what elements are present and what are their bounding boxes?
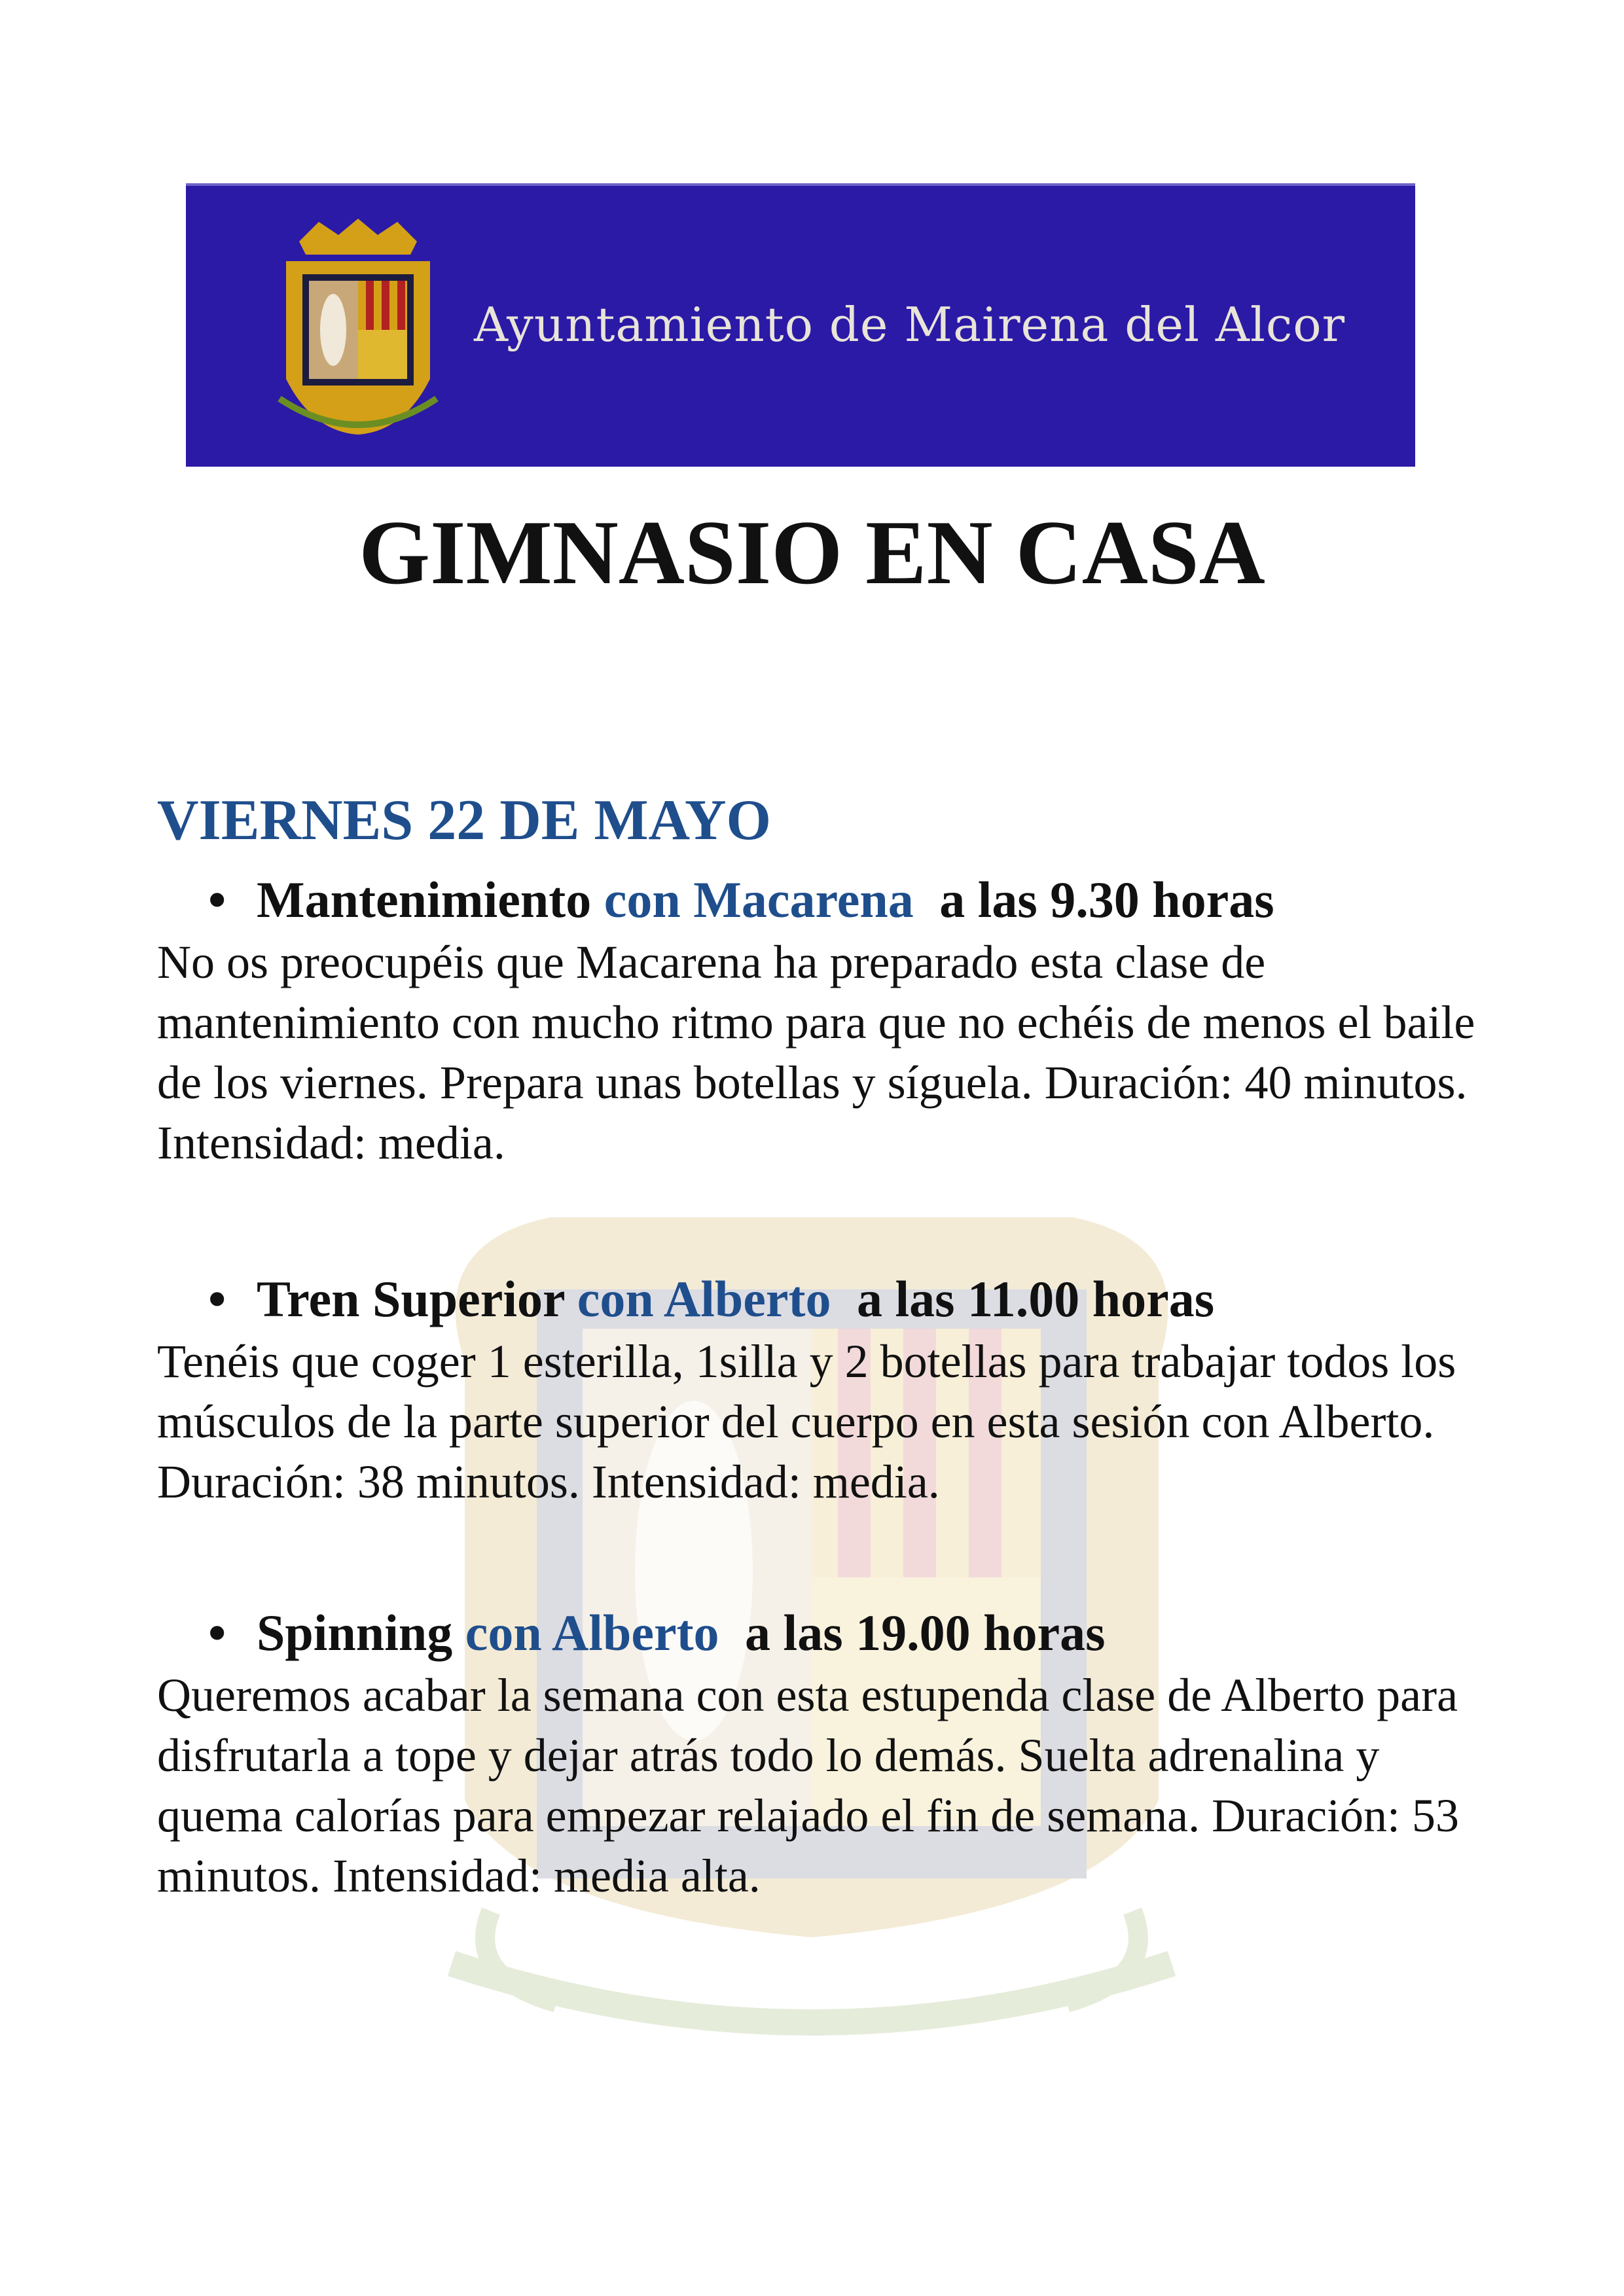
session-title: [157, 872, 1499, 928]
session-description: Queremos acabar la semana con esta estupenda clase de Alberto para disfrutarla a tope y dejar atrás todo lo demás. Suelta adrenalina y quema calorías para empezar relajado el fin de semana. Duración: 53 minutos. Intensidad: media alta.: [157, 1668, 1460, 1902]
session-time: a las 19.00 horas: [745, 1604, 1106, 1661]
bullet-icon: •: [208, 871, 226, 928]
session-description: No os preocupéis que Macarena ha preparado esta clase de mantenimiento con mucho ritmo para que no echéis de menos el baile de los viernes. Prepara unas botellas y síguela. Duración: 40 minutos. Intensidad: media.: [157, 935, 1475, 1169]
page-title: GIMNASIO EN CASA: [359, 502, 1265, 603]
bullet-icon: •: [208, 1604, 226, 1661]
session-item: [157, 872, 1499, 1173]
session-title: [157, 1271, 1499, 1327]
session-description: Tenéis que coger 1 esterilla, 1silla y 2 botellas para trabajar todos los músculos de la parte superior del cuerpo en esta sesión con Alberto. Duración: 38 minutos. Intensidad: media.: [157, 1335, 1456, 1508]
day-heading: VIERNES 22 DE MAYO: [157, 789, 772, 852]
header-banner: [186, 183, 1415, 467]
session-activity: Tren Superior: [257, 1270, 565, 1327]
session-time: a las 11.00 horas: [857, 1270, 1215, 1327]
session-instructor: con Macarena: [604, 871, 914, 928]
session-instructor: con Alberto: [577, 1270, 831, 1327]
organization-name: Ayuntamiento de Mairena del Alcor: [474, 297, 1346, 352]
session-time: a las 9.30 horas: [939, 871, 1274, 928]
session-instructor: con Alberto: [465, 1604, 719, 1661]
bullet-icon: •: [208, 1270, 226, 1327]
session-item: [157, 1271, 1499, 1512]
session-item: [157, 1605, 1499, 1906]
session-activity: Spinning: [257, 1604, 453, 1661]
session-title: [157, 1605, 1499, 1661]
coat-of-arms-icon: [273, 215, 443, 444]
session-activity: Mantenimiento: [257, 871, 592, 928]
